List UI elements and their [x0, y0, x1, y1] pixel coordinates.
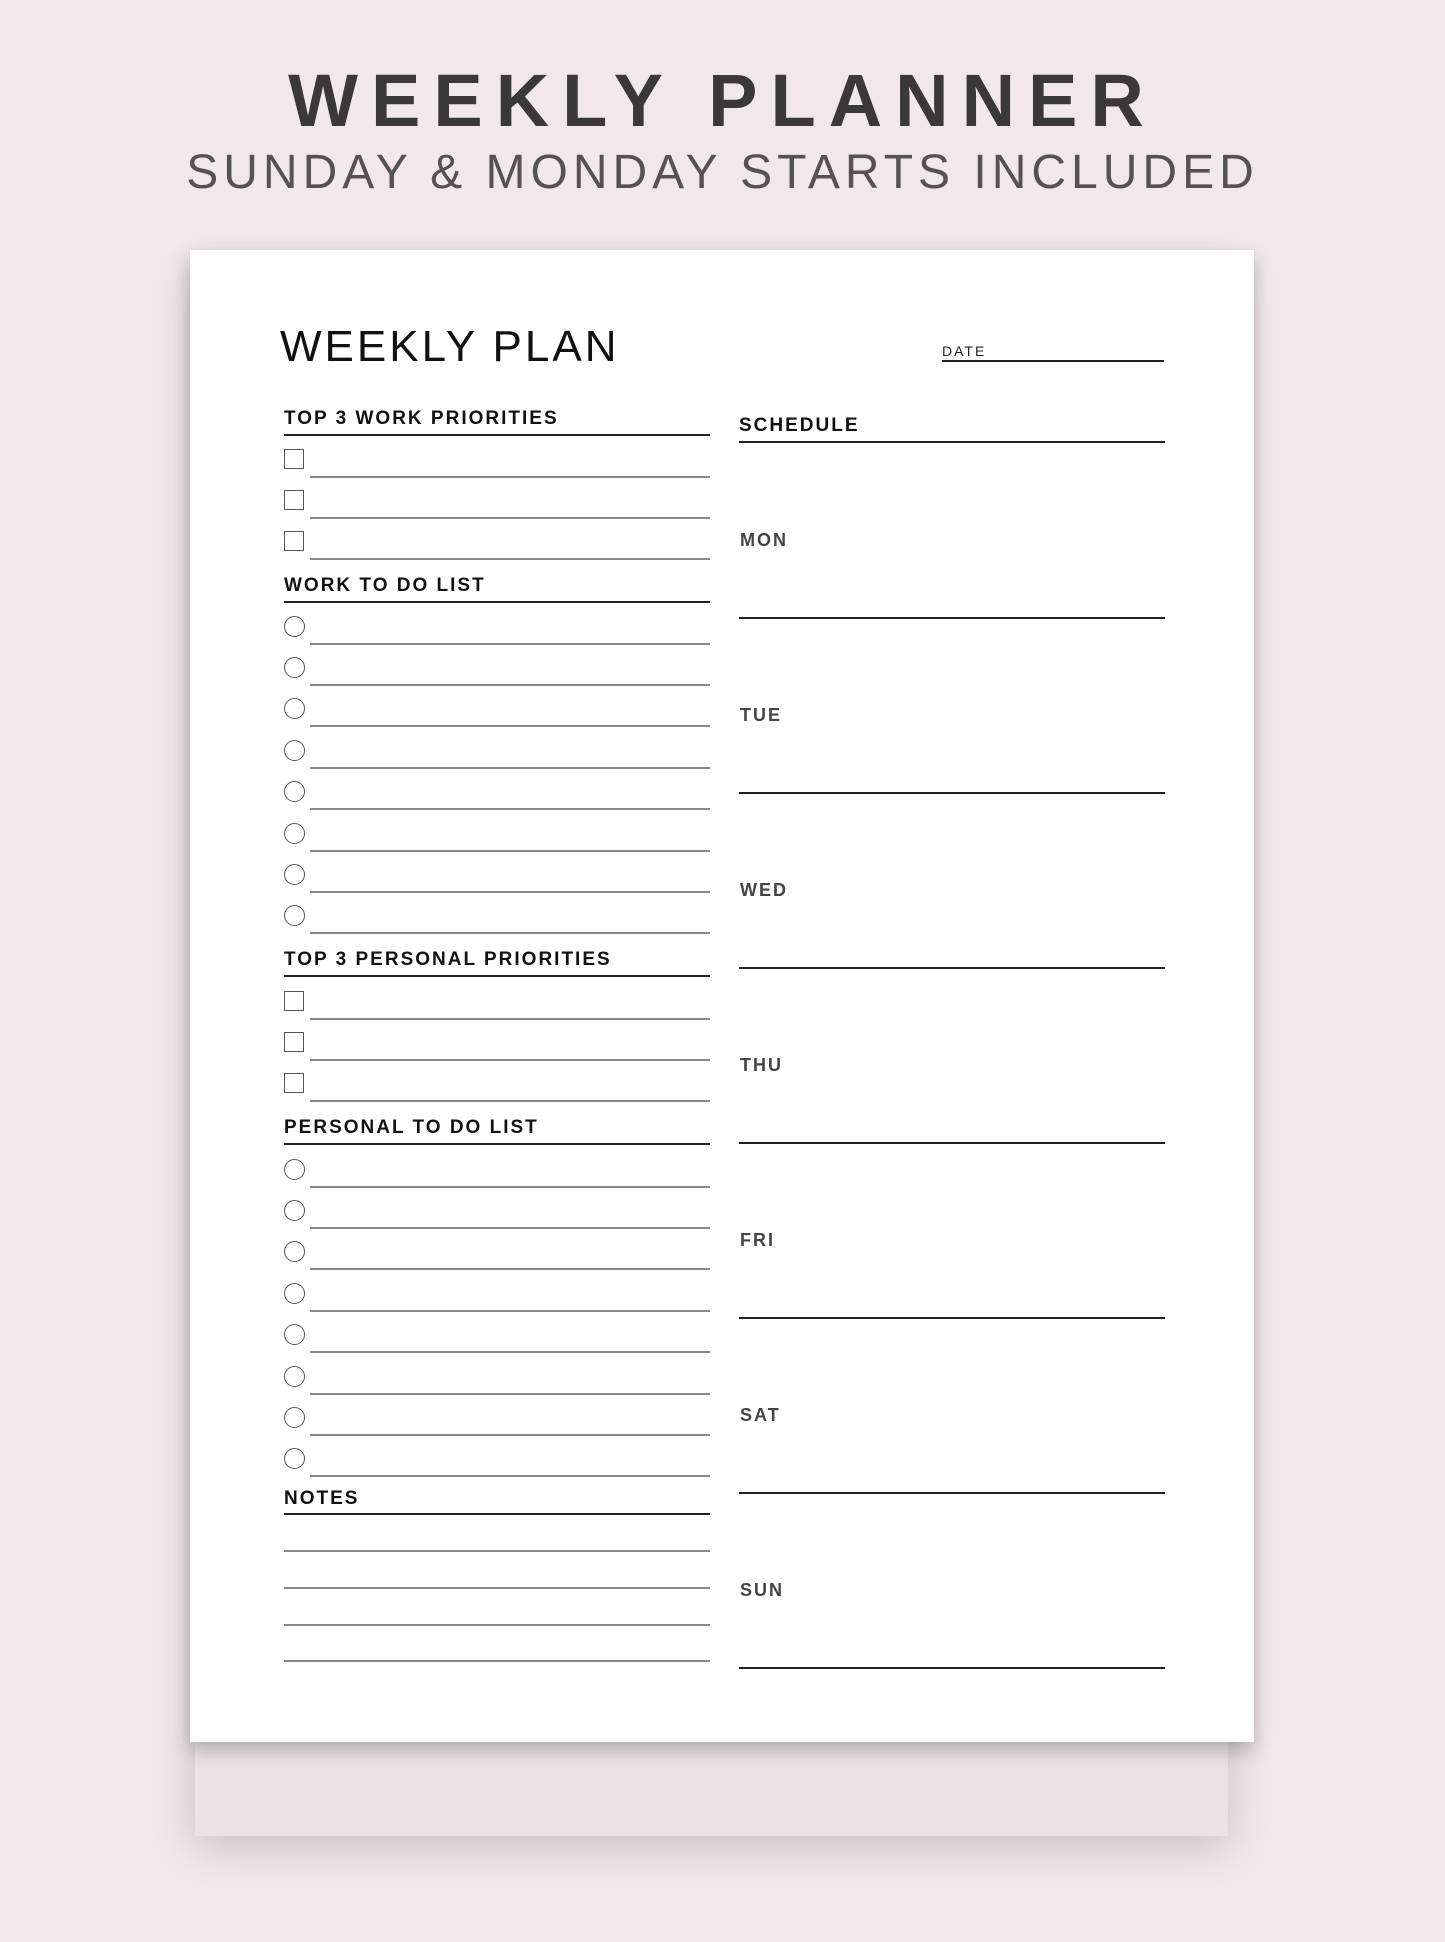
work-todo-circle[interactable]: [284, 616, 305, 637]
plan-title: WEEKLY PLAN: [280, 322, 620, 371]
personal-todo-line[interactable]: [310, 1351, 710, 1353]
personal-todo-circle[interactable]: [284, 1200, 305, 1221]
personal-todo-line[interactable]: [310, 1227, 710, 1229]
work-todo-rule: [284, 601, 710, 603]
personal-todo-line[interactable]: [310, 1310, 710, 1312]
day-label-sun: SUN: [740, 1580, 785, 1600]
personal-todo-line[interactable]: [310, 1434, 710, 1436]
work-todo-line[interactable]: [310, 808, 710, 810]
date-label: DATE: [942, 343, 987, 359]
notes-line[interactable]: [284, 1624, 710, 1626]
schedule-rule: [739, 441, 1165, 443]
personal-todo-circle[interactable]: [284, 1283, 305, 1304]
work-todo-circle[interactable]: [284, 823, 305, 844]
day-line-thu[interactable]: [739, 1142, 1165, 1144]
work-todo-line[interactable]: [310, 643, 710, 645]
personal-priority-checkbox[interactable]: [284, 1032, 304, 1052]
work-todo-line[interactable]: [310, 932, 710, 934]
notes-heading: NOTES: [284, 1488, 360, 1509]
work-todo-circle[interactable]: [284, 698, 305, 719]
day-label-wed: WED: [740, 880, 788, 900]
work-priority-checkbox[interactable]: [284, 531, 304, 551]
work-priority-line[interactable]: [310, 476, 710, 478]
work-todo-circle[interactable]: [284, 781, 305, 802]
top3-personal-rule: [284, 975, 710, 977]
personal-todo-heading: PERSONAL TO DO LIST: [284, 1117, 539, 1138]
notes-line[interactable]: [284, 1660, 710, 1662]
notes-line[interactable]: [284, 1587, 710, 1589]
schedule-heading: SCHEDULE: [739, 415, 860, 436]
day-line-sat[interactable]: [739, 1492, 1165, 1494]
day-line-tue[interactable]: [739, 792, 1165, 794]
work-todo-circle[interactable]: [284, 740, 305, 761]
banner-title: WEEKLY PLANNER: [288, 59, 1157, 142]
work-todo-heading: WORK TO DO LIST: [284, 575, 486, 596]
work-todo-line[interactable]: [310, 767, 710, 769]
work-todo-circle[interactable]: [284, 864, 305, 885]
personal-priority-checkbox[interactable]: [284, 1073, 304, 1093]
personal-priority-line[interactable]: [310, 1059, 710, 1061]
personal-todo-circle[interactable]: [284, 1324, 305, 1345]
personal-todo-line[interactable]: [310, 1268, 710, 1270]
day-line-fri[interactable]: [739, 1317, 1165, 1319]
personal-todo-circle[interactable]: [284, 1366, 305, 1387]
notes-line[interactable]: [284, 1550, 710, 1552]
work-priority-checkbox[interactable]: [284, 490, 304, 510]
day-label-sat: SAT: [740, 1405, 781, 1425]
personal-todo-circle[interactable]: [284, 1448, 305, 1469]
work-priority-line[interactable]: [310, 517, 710, 519]
day-label-mon: MON: [740, 530, 788, 550]
personal-todo-line[interactable]: [310, 1475, 710, 1477]
work-todo-line[interactable]: [310, 891, 710, 893]
work-todo-circle[interactable]: [284, 905, 305, 926]
work-todo-line[interactable]: [310, 850, 710, 852]
day-line-wed[interactable]: [739, 967, 1165, 969]
planner-sheet: [190, 250, 1254, 1742]
work-todo-circle[interactable]: [284, 657, 305, 678]
date-field-line[interactable]: [942, 360, 1164, 362]
personal-todo-rule: [284, 1143, 710, 1145]
personal-todo-line[interactable]: [310, 1393, 710, 1395]
top3-personal-heading: TOP 3 PERSONAL PRIORITIES: [284, 949, 612, 970]
day-line-sun[interactable]: [739, 1667, 1165, 1669]
work-todo-line[interactable]: [310, 725, 710, 727]
banner-subtitle: SUNDAY & MONDAY STARTS INCLUDED: [186, 146, 1259, 199]
day-line-mon[interactable]: [739, 617, 1165, 619]
day-label-fri: FRI: [740, 1230, 775, 1250]
personal-todo-circle[interactable]: [284, 1241, 305, 1262]
personal-priority-checkbox[interactable]: [284, 991, 304, 1011]
personal-priority-line[interactable]: [310, 1100, 710, 1102]
work-priority-checkbox[interactable]: [284, 449, 304, 469]
notes-rule: [284, 1513, 710, 1515]
personal-todo-circle[interactable]: [284, 1159, 305, 1180]
work-priority-line[interactable]: [310, 558, 710, 560]
personal-todo-line[interactable]: [310, 1186, 710, 1188]
top3-work-heading: TOP 3 WORK PRIORITIES: [284, 408, 559, 429]
personal-todo-circle[interactable]: [284, 1407, 305, 1428]
top3-work-rule: [284, 434, 710, 436]
day-label-thu: THU: [740, 1055, 783, 1075]
work-todo-line[interactable]: [310, 684, 710, 686]
day-label-tue: TUE: [740, 705, 782, 725]
personal-priority-line[interactable]: [310, 1018, 710, 1020]
